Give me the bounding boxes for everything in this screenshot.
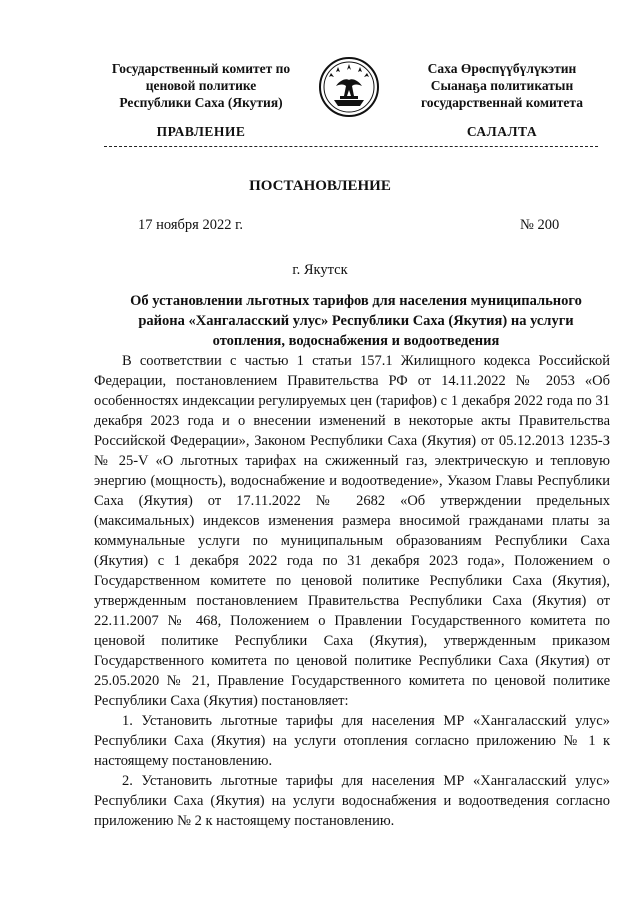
- preamble-paragraph: В соответствии с частью 1 статьи 157.1 Жилищного кодекса Российской Федерации, постановлением Правительства РФ от 14.11.2022 № 2053 «Об особенностях индексации регулируемых цен (тарифов) с 1 декабря 2022 года по 31 декабря 2023 года и о внесении изменений в некоторые акты Правительства Российской Федерации», Законом Республики Саха (Якутия) от 05.12.2013 1235-З № 25-V «О льготных тарифах на сжиженный газ, электрическую и тепловую энергию (мощность), водоснабжение и водоотведение», Указом Главы Республики Саха (Якутия) от 17.11.2022 № 2682 «Об утверждении предельных (максимальных) индексов изменения размера вносимой гражданами платы за коммунальные услуги по муниципальным образованиям Республики Саха (Якутия) с 1 декабря 2022 года по 31 декабря 2023 года», Положением о Государственном комитете по ценовой политике Республики Саха (Якутия), утвержденным постановлением Правительства Республики Саха (Якутия) от 22.11.2007 № 468, Положением о Правлении Государственного комитета по ценовой политике Республики Саха (Якутия), утвержденным приказом Государственного комитета по ценовой политике Республики Саха (Якутия) от 25.05.2020 № 21, Правление Государственного комитета по ценовой политике Республики Саха (Якутия) постановляет:: [94, 353, 610, 709]
- heading-line: района «Хангаласский улус» Республики Саха (Якутия) на услуги: [138, 313, 574, 329]
- document-title: ПОСТАНОВЛЕНИЕ: [249, 178, 391, 194]
- header-left-line: Республики Саха (Якутия): [119, 95, 283, 110]
- header-right-org: [402, 60, 602, 111]
- document-city: г. Якутск: [292, 262, 348, 278]
- header-left-line: ценовой политике: [145, 78, 257, 93]
- header-left-line: Государственный комитет по: [111, 61, 291, 76]
- document-body: [94, 351, 610, 831]
- header-right-line: Сыанаҕа политикатын: [430, 78, 574, 93]
- heading-line: Об установлении льготных тарифов для населения муниципального: [130, 293, 582, 309]
- header-left-subtitle: ПРАВЛЕНИЕ: [156, 124, 246, 139]
- coat-of-arms-emblem: [318, 56, 380, 118]
- header-right-subtitle: САЛАЛТА: [466, 124, 538, 139]
- header-right-line: государственнай комитета: [421, 95, 583, 110]
- heading-line: отопления, водоснабжения и водоотведения: [212, 333, 500, 349]
- header-left-org: [96, 60, 306, 111]
- resolution-item-2: 2. Установить льготные тарифы для населения МР «Хангаласский улус» Республики Саха (Якутия) на услуги водоснабжения и водоотведения согласно приложению № 2 к настоящему постановлению.: [94, 773, 610, 829]
- document-date: 17 ноября 2022 г.: [138, 217, 244, 233]
- document-number: № 200: [520, 217, 560, 233]
- header-divider: [104, 146, 598, 147]
- document-heading: [96, 291, 616, 351]
- resolution-item-1: 1. Установить льготные тарифы для населения МР «Хангаласский улус» Республики Саха (Якутия) на услуги отопления согласно приложению № 1 к настоящему постановлению.: [94, 713, 610, 769]
- header-right-line: Саха Өрөспүүбүлүкэтин: [427, 61, 577, 76]
